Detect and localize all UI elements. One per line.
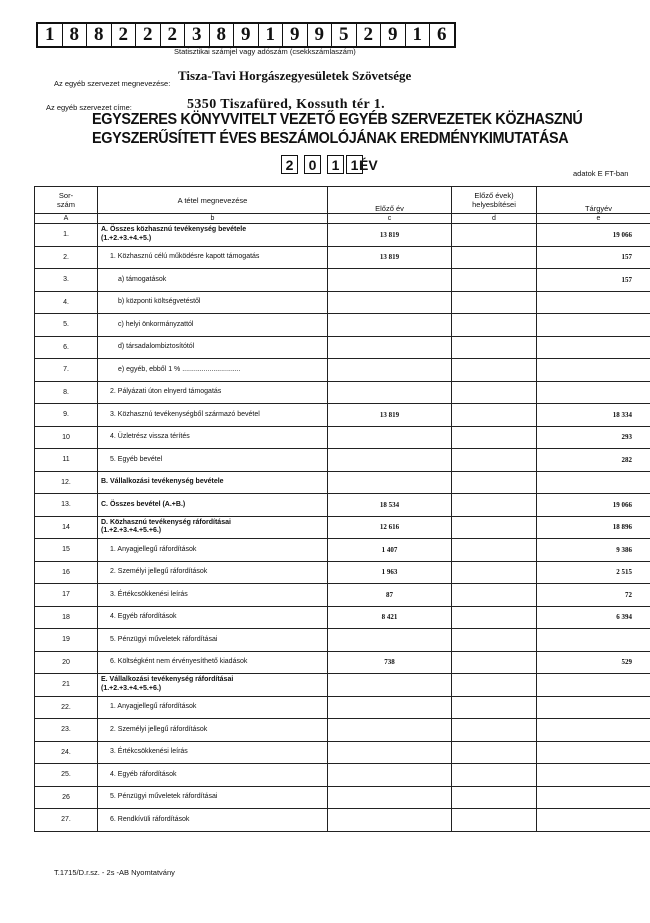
row-number: 1. bbox=[35, 224, 98, 247]
value-corrections bbox=[452, 404, 537, 427]
table-row bbox=[35, 269, 650, 292]
row-label: 4. Üzletrész vissza térítés bbox=[98, 426, 328, 449]
table-row bbox=[35, 674, 650, 697]
tax-number-digit: 1 bbox=[406, 24, 431, 46]
tax-number-digit: 9 bbox=[308, 24, 333, 46]
value-current-year: 6 394 bbox=[537, 606, 650, 629]
row-number: 4. bbox=[35, 291, 98, 314]
table-row bbox=[35, 539, 650, 562]
value-current-year: 18 334 bbox=[537, 404, 650, 427]
row-label: b) központi költségvetéstől bbox=[98, 291, 328, 314]
row-label: 5. Pénzügyi műveletek ráfordításai bbox=[98, 786, 328, 809]
table-row bbox=[35, 561, 650, 584]
tax-number-digit: 8 bbox=[63, 24, 88, 46]
table-row bbox=[35, 314, 650, 337]
table-row bbox=[35, 516, 650, 539]
row-number: 8. bbox=[35, 381, 98, 404]
table-row bbox=[35, 381, 650, 404]
value-corrections bbox=[452, 359, 537, 382]
row-label: 5. Pénzügyi műveletek ráfordításai bbox=[98, 629, 328, 652]
table-row bbox=[35, 449, 650, 472]
value-current-year bbox=[537, 381, 650, 404]
report-title-line2: EGYSZERŰSÍTETT ÉVES BESZÁMOLÓJÁNAK EREDMÉNYKIMUTATÁSA bbox=[92, 130, 569, 147]
row-label: d) társadalombiztosítótól bbox=[98, 336, 328, 359]
value-previous-year: 13 819 bbox=[328, 224, 452, 247]
row-number: 20 bbox=[35, 651, 98, 674]
tax-number-digit: 2 bbox=[357, 24, 382, 46]
row-number: 9. bbox=[35, 404, 98, 427]
units-note: adatok E FT-ban bbox=[573, 169, 629, 178]
header-tetel: A tétel megnevezése bbox=[98, 187, 328, 214]
value-corrections bbox=[452, 606, 537, 629]
row-number: 5. bbox=[35, 314, 98, 337]
value-corrections bbox=[452, 741, 537, 764]
value-current-year: 529 bbox=[537, 651, 650, 674]
value-corrections bbox=[452, 561, 537, 584]
row-number: 27. bbox=[35, 809, 98, 832]
org-address-label: Az egyéb szervezet címe: bbox=[46, 103, 132, 112]
value-previous-year bbox=[328, 719, 452, 742]
tax-number-digit: 9 bbox=[234, 24, 259, 46]
org-address: 5350 Tiszafüred, Kossuth tér 1. bbox=[187, 97, 386, 112]
row-label: 6. Költségként nem érvényesíthető kiadások bbox=[98, 651, 328, 674]
tax-number-digit: 9 bbox=[283, 24, 308, 46]
row-number: 21 bbox=[35, 674, 98, 697]
year-box bbox=[281, 155, 365, 174]
value-previous-year bbox=[328, 449, 452, 472]
row-number: 10 bbox=[35, 426, 98, 449]
org-name: Tisza-Tavi Horgászegyesületek Szövetsége bbox=[178, 68, 412, 83]
value-corrections bbox=[452, 381, 537, 404]
value-current-year bbox=[537, 741, 650, 764]
row-label: 6. Rendkívüli ráfordítások bbox=[98, 809, 328, 832]
row-label: B. Vállalkozási tevékenység bevétele bbox=[98, 471, 328, 494]
row-label: C. Összes bevétel (A.+B.) bbox=[98, 494, 328, 517]
table-row bbox=[35, 494, 650, 517]
value-previous-year: 1 407 bbox=[328, 539, 452, 562]
row-number: 2. bbox=[35, 246, 98, 269]
value-corrections bbox=[452, 764, 537, 787]
table-row bbox=[35, 786, 650, 809]
table-row bbox=[35, 336, 650, 359]
row-number: 15 bbox=[35, 539, 98, 562]
row-label: E. Vállalkozási tevékenység ráfordításai (1.+2.+3.+4.+5.+6.) bbox=[98, 674, 328, 697]
value-current-year bbox=[537, 809, 650, 832]
value-previous-year bbox=[328, 786, 452, 809]
col-letter: A bbox=[35, 214, 98, 224]
value-previous-year bbox=[328, 291, 452, 314]
value-previous-year bbox=[328, 741, 452, 764]
row-number: 18 bbox=[35, 606, 98, 629]
value-previous-year bbox=[328, 381, 452, 404]
table-row bbox=[35, 426, 650, 449]
tax-number-digit: 2 bbox=[136, 24, 161, 46]
value-corrections bbox=[452, 629, 537, 652]
row-number: 3. bbox=[35, 269, 98, 292]
value-corrections bbox=[452, 426, 537, 449]
table-letter-row bbox=[35, 214, 650, 224]
value-corrections bbox=[452, 336, 537, 359]
row-number: 25. bbox=[35, 764, 98, 787]
value-corrections bbox=[452, 269, 537, 292]
table-row bbox=[35, 404, 650, 427]
value-current-year bbox=[537, 629, 650, 652]
col-letter: b bbox=[98, 214, 328, 224]
value-previous-year: 8 421 bbox=[328, 606, 452, 629]
value-current-year: 157 bbox=[537, 246, 650, 269]
tax-number-digit: 2 bbox=[112, 24, 137, 46]
tax-number-digit: 5 bbox=[332, 24, 357, 46]
table-row bbox=[35, 719, 650, 742]
row-number: 14 bbox=[35, 516, 98, 539]
value-current-year: 9 386 bbox=[537, 539, 650, 562]
row-number: 22. bbox=[35, 696, 98, 719]
header-targyev: Tárgyév bbox=[537, 187, 650, 214]
report-title-line1: EGYSZERES KÖNYVVITELT VEZETŐ EGYÉB SZERVEZETEK KÖZHASZNÚ bbox=[92, 111, 583, 128]
value-corrections bbox=[452, 651, 537, 674]
value-previous-year bbox=[328, 359, 452, 382]
year-digit: 1 bbox=[327, 155, 344, 174]
row-number: 7. bbox=[35, 359, 98, 382]
value-corrections bbox=[452, 809, 537, 832]
tax-number-digit: 1 bbox=[38, 24, 63, 46]
value-current-year bbox=[537, 336, 650, 359]
value-previous-year bbox=[328, 336, 452, 359]
row-label: 3. Értékcsökkenési leírás bbox=[98, 584, 328, 607]
value-previous-year: 13 819 bbox=[328, 404, 452, 427]
value-current-year: 19 066 bbox=[537, 494, 650, 517]
tax-number-digit: 3 bbox=[185, 24, 210, 46]
year-digit: 0 bbox=[304, 155, 321, 174]
row-number: 6. bbox=[35, 336, 98, 359]
value-previous-year bbox=[328, 471, 452, 494]
value-corrections bbox=[452, 471, 537, 494]
value-previous-year: 13 819 bbox=[328, 246, 452, 269]
value-previous-year: 12 616 bbox=[328, 516, 452, 539]
value-corrections bbox=[452, 224, 537, 247]
table-row bbox=[35, 291, 650, 314]
header-elozo-ev: Előző év bbox=[328, 187, 452, 214]
value-corrections bbox=[452, 674, 537, 697]
value-corrections bbox=[452, 291, 537, 314]
value-previous-year bbox=[328, 314, 452, 337]
table-header-row bbox=[35, 187, 650, 214]
value-corrections bbox=[452, 246, 537, 269]
table-row bbox=[35, 224, 650, 247]
org-name-label: Az egyéb szervezet megnevezése: bbox=[54, 79, 171, 88]
year-digit: 1 bbox=[346, 155, 363, 174]
value-current-year: 72 bbox=[537, 584, 650, 607]
value-current-year bbox=[537, 696, 650, 719]
row-label: 2. Személyi jellegű ráfordítások bbox=[98, 561, 328, 584]
table-row bbox=[35, 584, 650, 607]
row-label: 1. Anyagjellegű ráfordítások bbox=[98, 696, 328, 719]
table-row bbox=[35, 246, 650, 269]
value-current-year bbox=[537, 471, 650, 494]
value-current-year: 18 896 bbox=[537, 516, 650, 539]
income-statement-table bbox=[34, 186, 650, 832]
value-corrections bbox=[452, 314, 537, 337]
header-helyesbites: Előző évek) helyesbítései bbox=[452, 187, 537, 214]
value-current-year: 293 bbox=[537, 426, 650, 449]
value-previous-year bbox=[328, 696, 452, 719]
value-current-year: 157 bbox=[537, 269, 650, 292]
tax-number-digit: 8 bbox=[210, 24, 235, 46]
row-number: 16 bbox=[35, 561, 98, 584]
tax-number-digit: 1 bbox=[259, 24, 284, 46]
row-number: 11 bbox=[35, 449, 98, 472]
tax-number-digit: 2 bbox=[161, 24, 186, 46]
row-label: a) támogatások bbox=[98, 269, 328, 292]
value-current-year bbox=[537, 719, 650, 742]
value-corrections bbox=[452, 786, 537, 809]
value-previous-year bbox=[328, 809, 452, 832]
tax-number-digit: 9 bbox=[381, 24, 406, 46]
value-current-year: 282 bbox=[537, 449, 650, 472]
row-label: D. Közhasznú tevékenység ráfordításai (1.+2.+3.+4.+5.+6.) bbox=[98, 516, 328, 539]
tax-number-caption: Statisztikai számjel vagy adószám (csekkszámlaszám) bbox=[174, 47, 356, 56]
value-previous-year: 18 534 bbox=[328, 494, 452, 517]
table-row bbox=[35, 809, 650, 832]
year-digit: 2 bbox=[281, 155, 298, 174]
value-corrections bbox=[452, 449, 537, 472]
tax-number-digit: 8 bbox=[87, 24, 112, 46]
value-corrections bbox=[452, 696, 537, 719]
value-corrections bbox=[452, 516, 537, 539]
row-label: 4. Egyéb ráfordítások bbox=[98, 606, 328, 629]
value-previous-year: 87 bbox=[328, 584, 452, 607]
value-current-year: 2 515 bbox=[537, 561, 650, 584]
table-row bbox=[35, 696, 650, 719]
row-label: 2. Pályázati úton elnyerd támogatás bbox=[98, 381, 328, 404]
value-corrections bbox=[452, 584, 537, 607]
table-row bbox=[35, 764, 650, 787]
value-current-year bbox=[537, 786, 650, 809]
value-previous-year: 1 963 bbox=[328, 561, 452, 584]
value-corrections bbox=[452, 539, 537, 562]
value-current-year: 19 066 bbox=[537, 224, 650, 247]
row-label: 1. Közhasznú célú működésre kapott támogatás bbox=[98, 246, 328, 269]
value-previous-year bbox=[328, 426, 452, 449]
row-number: 12. bbox=[35, 471, 98, 494]
row-label: 4. Egyéb ráfordítások bbox=[98, 764, 328, 787]
value-corrections bbox=[452, 719, 537, 742]
row-label: 3. Értékcsökkenési leírás bbox=[98, 741, 328, 764]
row-number: 23. bbox=[35, 719, 98, 742]
col-letter: d bbox=[452, 214, 537, 224]
row-label: c) helyi önkormányzattól bbox=[98, 314, 328, 337]
value-current-year bbox=[537, 291, 650, 314]
value-previous-year bbox=[328, 629, 452, 652]
table-row bbox=[35, 471, 650, 494]
tax-number-box bbox=[36, 22, 456, 48]
row-label: 5. Egyéb bevétel bbox=[98, 449, 328, 472]
table-row bbox=[35, 651, 650, 674]
value-corrections bbox=[452, 494, 537, 517]
row-number: 17 bbox=[35, 584, 98, 607]
row-label: 1. Anyagjellegű ráfordítások bbox=[98, 539, 328, 562]
value-previous-year bbox=[328, 269, 452, 292]
footer-form-code: T.1715/D.r.sz. - 2s -AB Nyomtatvány bbox=[54, 868, 175, 877]
row-label: e) egyéb, ebből 1 % .............................. bbox=[98, 359, 328, 382]
value-current-year bbox=[537, 359, 650, 382]
table-row bbox=[35, 359, 650, 382]
value-current-year bbox=[537, 764, 650, 787]
value-previous-year bbox=[328, 674, 452, 697]
header-sorszam: Sor- szám bbox=[35, 187, 98, 214]
row-label: A. Összes közhasznú tevékenység bevétele (1.+2.+3.+4.+5.) bbox=[98, 224, 328, 247]
value-current-year bbox=[537, 674, 650, 697]
row-label: 3. Közhasznú tevékenységből származó bevétel bbox=[98, 404, 328, 427]
row-number: 13. bbox=[35, 494, 98, 517]
col-letter: c bbox=[328, 214, 452, 224]
value-previous-year: 738 bbox=[328, 651, 452, 674]
year-suffix: ÉV bbox=[359, 157, 378, 173]
row-number: 19 bbox=[35, 629, 98, 652]
row-number: 26 bbox=[35, 786, 98, 809]
value-current-year bbox=[537, 314, 650, 337]
table-row bbox=[35, 741, 650, 764]
row-number: 24. bbox=[35, 741, 98, 764]
row-label: 2. Személyi jellegű ráfordítások bbox=[98, 719, 328, 742]
col-letter: e bbox=[537, 214, 650, 224]
table-row bbox=[35, 606, 650, 629]
tax-number-digit: 6 bbox=[437, 24, 447, 45]
value-previous-year bbox=[328, 764, 452, 787]
table-row bbox=[35, 629, 650, 652]
